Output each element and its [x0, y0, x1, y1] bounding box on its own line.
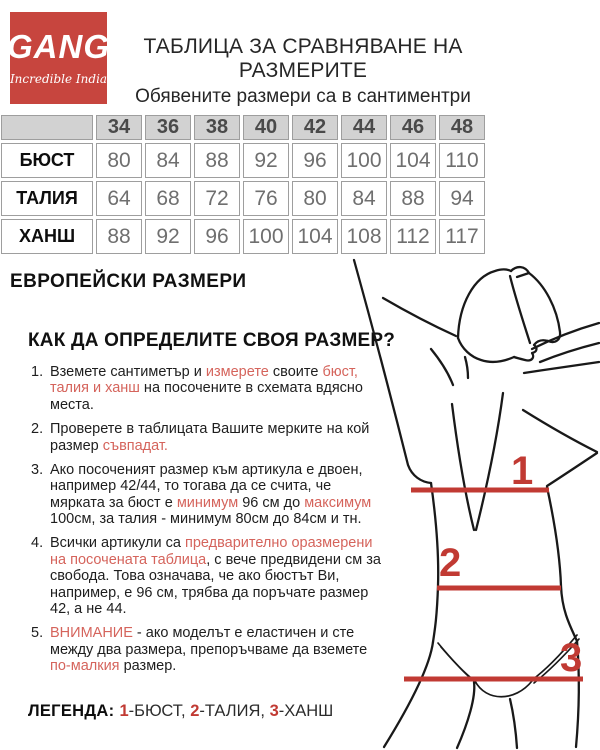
size-column-header: 46: [390, 115, 436, 140]
figure-bikini-right-edge-inner: [534, 639, 579, 683]
plain-text: Вземете сантиметър и: [50, 364, 206, 380]
instruction-number: 3.: [31, 461, 44, 478]
highlighted-text: бюст, талия и ханш: [50, 364, 358, 397]
instruction-text: [50, 535, 387, 617]
plain-text: своите: [268, 364, 323, 380]
measurement-value-cell: 108: [341, 219, 387, 254]
measurement-row-label: ТАЛИЯ: [1, 181, 93, 216]
size-column-header: 40: [243, 115, 289, 140]
legend: [28, 702, 333, 721]
highlighted-text: по-малкия: [50, 658, 120, 674]
page-subtitle: Обявените размери са в сантиментри: [135, 86, 471, 108]
plain-text: -БЮСТ,: [128, 702, 191, 720]
plain-text: Ако посоченият размер към артикула е двоен, например 42/44, то тогава да се счита, че мярката за бюст е: [50, 461, 363, 511]
how-to-heading: КАК ДА ОПРЕДЕЛИТЕ СВОЯ РАЗМЕР?: [28, 330, 396, 351]
highlighted-text: предварително оразмерени на посочената таблица: [50, 535, 373, 568]
figure-back-v-right: [476, 393, 503, 530]
plain-text: , с вече предвидени см за свобода. Това означава, че ако бюстът Ви, например, е 96 см, трябва да поръчате размер 42, а не 44.: [50, 551, 381, 617]
measurement-value-cell: 80: [292, 181, 338, 216]
measurement-value-cell: 80: [96, 143, 142, 178]
size-table-corner-cell: [1, 115, 93, 140]
hips-marker-3: 3: [560, 636, 583, 680]
instruction-text: [50, 625, 387, 674]
figure-jaw: [458, 338, 514, 362]
measurement-value-cell: 100: [243, 219, 289, 254]
figure-bikini-bottom: [475, 681, 532, 697]
highlighted-text: измерете: [205, 364, 269, 380]
size-column-header: 42: [292, 115, 338, 140]
figure-left-leg-outer: [384, 642, 433, 747]
measurement-value-cell: 100: [341, 143, 387, 178]
figure-right-arm-lower: [524, 362, 599, 373]
figure-right-arm-mid: [540, 343, 599, 362]
highlighted-text: 1: [119, 702, 129, 720]
measurement-value-cell: 104: [390, 143, 436, 178]
figure-right-forearm-bottom: [547, 453, 597, 486]
highlighted-text: 2: [190, 702, 200, 720]
size-table-row: [1, 219, 485, 254]
figure-left-leg-inner: [457, 682, 474, 748]
brand-name: GANG: [7, 28, 110, 65]
figure-hair-flip: [511, 267, 529, 277]
instruction-text: [50, 364, 387, 413]
measurement-value-cell: 104: [292, 219, 338, 254]
waist-marker-2: 2: [439, 541, 462, 585]
figure-bikini-right-edge: [532, 635, 577, 680]
plain-text: на посочените в схемата вдясно места.: [50, 380, 363, 413]
instruction-item: [31, 421, 387, 454]
highlighted-text: 3: [269, 702, 279, 720]
plain-text: Всички артикули са: [50, 535, 185, 552]
highlighted-text: съвпадат.: [102, 437, 168, 454]
measurement-value-cell: 88: [194, 143, 240, 178]
measurement-value-cell: 96: [292, 143, 338, 178]
plain-text: -ХАНШ: [278, 702, 334, 720]
figure-hair-part: [510, 276, 530, 343]
legend-label: ЛЕГЕНДА:: [28, 702, 115, 720]
measurement-row-label: ХАНШ: [1, 219, 93, 254]
instruction-text: [50, 462, 387, 528]
measurement-value-cell: 96: [194, 219, 240, 254]
figure-back-v-left: [452, 404, 474, 530]
measurement-value-cell: 64: [96, 181, 142, 216]
size-table: [0, 112, 488, 257]
bust-marker-1: 1: [511, 449, 534, 493]
instruction-number: 2.: [31, 421, 44, 438]
plain-text: - ако моделът е еластичен и сте между два размера, препоръчваме да вземете: [50, 625, 368, 658]
figure-right-arm-top: [532, 323, 599, 349]
legend-items: [119, 702, 333, 720]
instruction-text: [50, 421, 387, 454]
measurement-value-cell: 84: [145, 143, 191, 178]
figure-right-leg-inner: [510, 699, 517, 748]
size-table-row: [1, 143, 485, 178]
instruction-item: [31, 462, 387, 528]
plain-text: Проверете в таблицата Вашите мерките на кой размер: [50, 421, 370, 454]
measurement-value-cell: 92: [243, 143, 289, 178]
plain-text: размер.: [119, 658, 177, 674]
size-table-row: [1, 181, 485, 216]
size-table-body: [1, 143, 485, 254]
size-column-header: 38: [194, 115, 240, 140]
plain-text: -ТАЛИЯ,: [199, 702, 270, 720]
figure-bikini-left-edge-inner: [441, 647, 476, 683]
brand-tagline: Incredible India: [9, 72, 108, 86]
measurement-value-cell: 112: [390, 219, 436, 254]
instruction-number: 1.: [31, 364, 44, 380]
highlighted-text: максимум: [304, 494, 372, 511]
european-sizes-heading: ЕВРОПЕЙСКИ РАЗМЕРИ: [10, 271, 247, 292]
measurement-value-cell: 88: [390, 181, 436, 216]
figure-face-profile: [514, 340, 548, 360]
plain-text: 96 см до: [238, 494, 305, 511]
page-title: ТАБЛИЦА ЗА СРАВНЯВАНЕ НА РАЗМЕРИТЕ: [143, 35, 463, 83]
instruction-item: [31, 535, 387, 617]
highlighted-text: минимум: [176, 494, 239, 511]
brand-logo: [7, 12, 110, 104]
measurement-row-label: БЮСТ: [1, 143, 93, 178]
figure-hair-right: [529, 273, 560, 342]
size-column-header: 44: [341, 115, 387, 140]
figure-right-forearm-top: [523, 410, 597, 452]
figure-hair-left: [458, 270, 511, 339]
measurement-value-cell: 88: [96, 219, 142, 254]
measurement-value-cell: 72: [194, 181, 240, 216]
size-table-header-row: [1, 115, 485, 140]
figure-torso-right: [547, 487, 577, 641]
instruction-item: [31, 364, 387, 413]
figure-torso-left: [431, 483, 438, 642]
measurement-value-cell: 84: [341, 181, 387, 216]
measurement-value-cell: 94: [439, 181, 485, 216]
measurement-value-cell: 76: [243, 181, 289, 216]
header-title-block: [103, 35, 503, 108]
figure-bikini-left-edge: [438, 643, 475, 681]
size-column-header: 34: [96, 115, 142, 140]
measurement-value-cell: 110: [439, 143, 485, 178]
measurement-value-cell: 92: [145, 219, 191, 254]
instruction-item: [31, 625, 387, 674]
plain-text: 100см, за талия - минимум 80см до 84см и тн.: [50, 511, 362, 527]
figure-left-shoulder: [431, 349, 453, 385]
figure-right-leg-outer: [576, 641, 579, 747]
instruction-number: 4.: [31, 535, 44, 552]
instruction-number: 5.: [31, 625, 44, 642]
highlighted-text: ВНИМАНИЕ: [50, 625, 133, 642]
measurement-value-cell: 117: [439, 219, 485, 254]
size-column-header: 48: [439, 115, 485, 140]
measurement-value-cell: 68: [145, 181, 191, 216]
figure-neck: [465, 357, 468, 378]
instructions-list: [31, 364, 387, 674]
size-column-header: 36: [145, 115, 191, 140]
